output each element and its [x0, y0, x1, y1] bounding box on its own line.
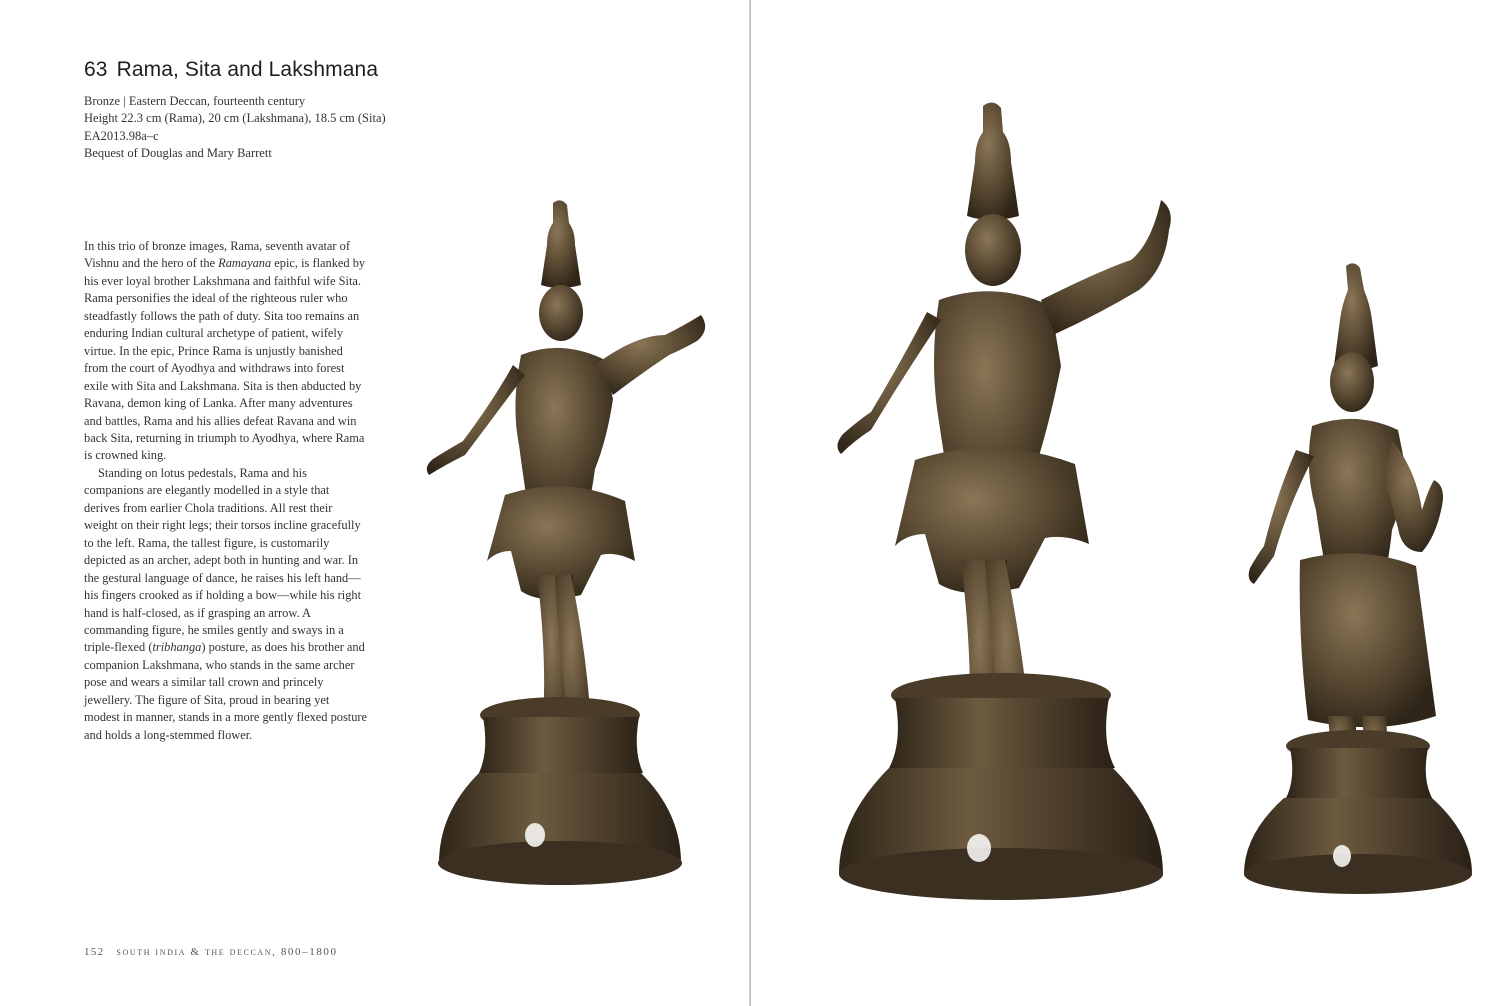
running-head: south india & the deccan, 800–1800	[116, 946, 338, 958]
paragraph-2	[84, 465, 368, 744]
paragraph-1	[84, 238, 368, 465]
paragraph-1-text-a: In this trio of bronze images, Rama, seventh avatar of Vishnu and the hero of the	[84, 239, 350, 271]
entry-number: 63	[84, 58, 108, 81]
meta-material-origin: Bronze | Eastern Deccan, fourteenth century	[84, 94, 306, 108]
paragraph-1-text-b: epic, is flanked by his ever loyal brother Lakshmana and faithful wife Sita. Rama personifies the ideal of the righteous ruler who steadfastly follows the path of duty. Sita too remains an enduring Indian cultural archetype of patient, wifely virtue. In the epic, Prince Rama is unjustly banished from the court of Ayodhya and withdraws into forest exile with Sita and Lakshmana. Sita is then abducted by Ravana, demon king of Lanka. After many adventures and battles, Rama and his allies defeat Ravana and win back Sita, returning in triumph to Ayodhya, where Rama is crowned king.	[84, 256, 366, 463]
lakshmana-bronze-image	[395, 195, 725, 895]
paragraph-2-text-a: Standing on lotus pedestals, Rama and his companions are elegantly modelled in a style that derives from earlier Chola traditions. All rest their weight on their right legs; their torsos incline gracefully to the left. Rama, the tallest figure, is customarily depicted as an archer, adept both in hunting and war. In the gestural language of dance, he raises his left hand—his fingers crooked as if holding a bow—while his right hand is half-closed, as if grasping an arrow. A commanding figure, he smiles gently and sways in a triple-flexed (	[84, 465, 362, 655]
meta-accession-number: EA2013.98a–c	[84, 128, 159, 143]
body-text	[84, 238, 368, 744]
meta-dimensions: Height 22.3 cm (Rama), 20 cm (Lakshmana), 18.5 cm (Sita)	[84, 111, 386, 126]
rama-bronze-image	[811, 100, 1211, 920]
sita-bronze-image	[1216, 260, 1476, 920]
meta-credit-line: Bequest of Douglas and Mary Barrett	[84, 146, 272, 161]
paragraph-2-italic: tribhanga	[152, 640, 202, 655]
page-footer	[84, 946, 338, 958]
object-metadata	[84, 93, 424, 163]
entry-title	[84, 58, 378, 82]
paragraph-1-italic: Ramayana	[218, 256, 272, 271]
paragraph-2-text-b: ) posture, as does his brother and companion Lakshmana, who stands in the same archer pose and wears a similar tall crown and princely jewellery. The figure of Sita, proud in bearing yet modest in manner, stands in a more gently flexed posture and holds a long-stemmed flower.	[84, 640, 368, 742]
entry-title-text: Rama, Sita and Lakshmana	[116, 58, 379, 81]
page-number: 152	[84, 946, 105, 958]
right-page	[751, 0, 1500, 1006]
